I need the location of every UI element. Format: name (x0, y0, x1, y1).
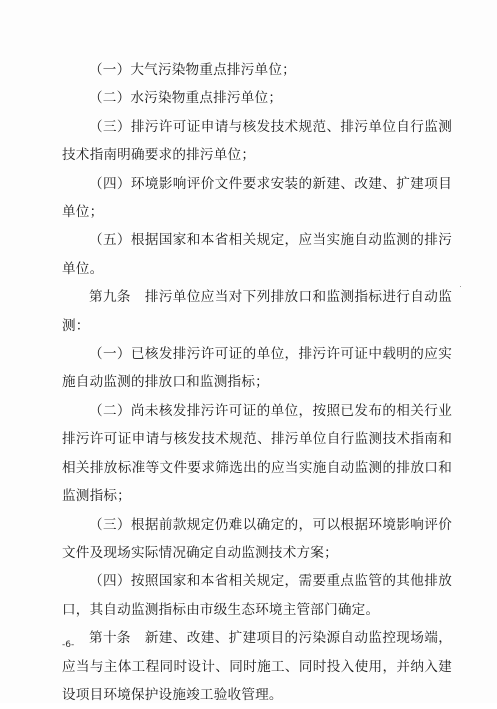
scan-speck (460, 286, 461, 287)
article-nine-item-3: （三）根据前款规定仍难以确定的，可以根据环境影响评价文件及现场实际情况确定自动监测技术方案； (62, 516, 452, 561)
article-ten: 第十条 新建、改建、扩建项目的污染源自动监控现场端，应当与主体工程同时设计、同时施工、同时投入使用，并纳入建设项目环境保护设施竣工验收管理。 (62, 630, 452, 703)
page-number: -6- (62, 640, 75, 650)
article-nine-item-4: （四）按照国家和本省相关规定，需要重点监管的其他排放口，其自动监测指标由市级生态环境主管部门确定。 (62, 573, 452, 618)
document-body (62, 56, 452, 709)
clause-item-3: （三）排污许可证申请与核发技术规范、排污单位自行监测技术指南明确要求的排污单位； (62, 118, 452, 164)
clause-item-4: （四）环境影响评价文件要求安装的新建、改建、扩建项目单位； (62, 175, 452, 221)
clause-item-1: （一）大气污染物重点排污单位； (89, 62, 296, 78)
clause-item-2: （二）水污染物重点排污单位； (89, 90, 283, 107)
clause-item-5: （五）根据国家和本省相关规定，应当实施自动监测的排污单位。 (62, 232, 452, 277)
article-nine-item-1: （一）已核发排污许可证的单位，排污许可证中载明的应实施自动监测的排放口和监测指标； (62, 346, 452, 391)
article-nine: 第九条 排污单位应当对下列排放口和监测指标进行自动监测： (62, 289, 452, 334)
article-nine-item-2: （二）尚未核发排污许可证的单位，按照已发布的相关行业排污许可证申请与核发技术规范、排污单位自行监测技术指南和相关排放标准等文件要求筛选出的应当实施自动监测的排放口和监测指标； (62, 402, 452, 505)
